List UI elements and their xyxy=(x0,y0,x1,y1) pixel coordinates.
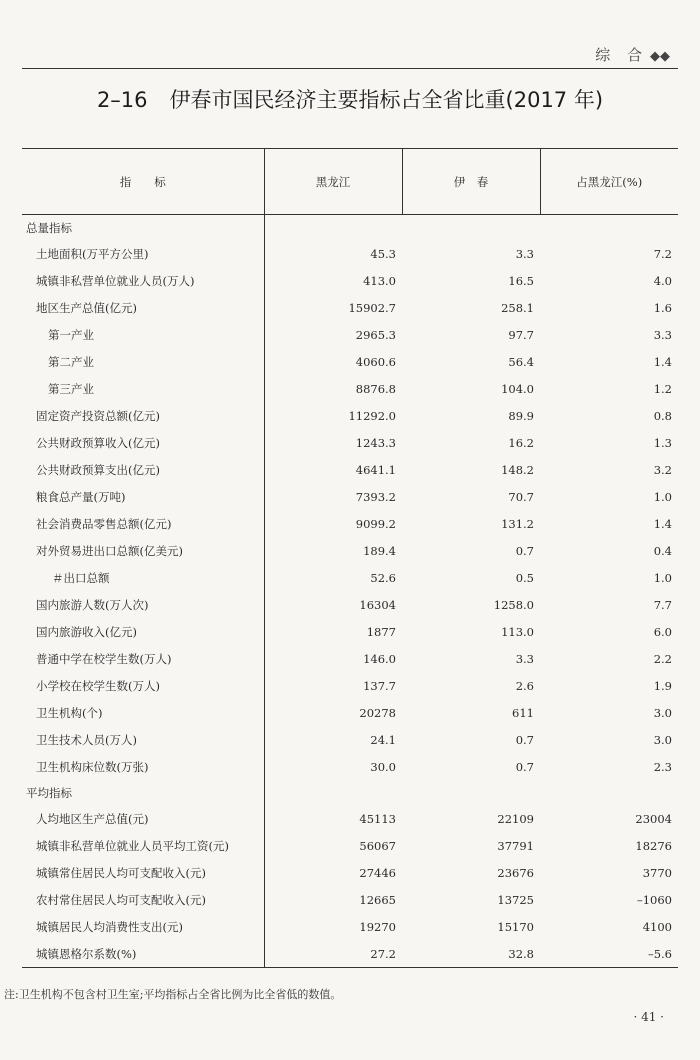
yichun-value: 16.5 xyxy=(508,273,534,288)
table-row xyxy=(22,510,678,537)
table-row xyxy=(22,940,678,968)
share-percent-value: 3770 xyxy=(642,865,672,880)
indicator-label: 地区生产总值(亿元) xyxy=(22,294,264,321)
table-row xyxy=(22,402,678,429)
share-percent-value: 6.0 xyxy=(653,624,672,639)
heilongjiang-value: 4060.6 xyxy=(355,354,396,369)
yichun-value: 131.2 xyxy=(501,516,534,531)
heilongjiang-value: 20278 xyxy=(359,705,396,720)
table-row xyxy=(22,645,678,672)
running-header xyxy=(595,44,670,65)
yichun-value: 113.0 xyxy=(501,624,534,639)
heilongjiang-value: 137.7 xyxy=(363,678,396,693)
heilongjiang-value: 56067 xyxy=(359,838,396,853)
share-percent-value: 3.0 xyxy=(653,705,672,720)
table-row xyxy=(22,240,678,267)
heilongjiang-value: 11292.0 xyxy=(348,408,396,423)
heilongjiang-value: 1243.3 xyxy=(355,435,396,450)
indicator-label: 第二产业 xyxy=(22,348,264,375)
indicator-label: 农村常住居民人均可支配收入(元) xyxy=(22,886,264,913)
section-label: 平均指标 xyxy=(22,780,264,805)
statistics-table xyxy=(22,148,678,968)
share-percent-value: 3.0 xyxy=(653,732,672,747)
table-row xyxy=(22,429,678,456)
indicator-label: 土地面积(万平方公里) xyxy=(22,240,264,267)
statistics-table-container xyxy=(22,148,678,968)
share-percent-value: 7.2 xyxy=(653,246,672,261)
table-row xyxy=(22,886,678,913)
heilongjiang-value: 8876.8 xyxy=(355,381,396,396)
share-percent-value: 1.2 xyxy=(653,381,672,396)
yichun-value: 3.3 xyxy=(515,651,534,666)
heilongjiang-value: 52.6 xyxy=(370,570,396,585)
share-percent-value: 4100 xyxy=(642,919,672,934)
table-header-row xyxy=(22,149,678,215)
table-row xyxy=(22,832,678,859)
table-title xyxy=(0,84,700,114)
yichun-value: 1258.0 xyxy=(493,597,534,612)
table-row xyxy=(22,537,678,564)
yichun-value: 3.3 xyxy=(515,246,534,261)
table-number: 2–16 xyxy=(96,88,148,112)
indicator-label: 国内旅游收入(亿元) xyxy=(22,618,264,645)
indicator-label: 卫生机构(个) xyxy=(22,699,264,726)
indicator-label: 城镇恩格尔系数(%) xyxy=(22,940,264,968)
share-percent-value: 1.4 xyxy=(653,516,672,531)
yichun-value: 104.0 xyxy=(501,381,534,396)
yichun-value: 70.7 xyxy=(508,489,534,504)
yichun-value: 611 xyxy=(512,705,534,720)
table-row xyxy=(22,699,678,726)
table-row xyxy=(22,348,678,375)
indicator-label: 公共财政预算支出(亿元) xyxy=(22,456,264,483)
diamond-ornament-icon: ◆◆ xyxy=(650,49,670,64)
heilongjiang-value: 1877 xyxy=(366,624,396,639)
yichun-value: 2.6 xyxy=(515,678,534,693)
page-number: · 41 · xyxy=(633,1010,664,1024)
yichun-value: 22109 xyxy=(497,811,534,826)
footnote: 注:卫生机构不包含村卫生室;平均指标占全省比例为比全省低的数值。 xyxy=(4,988,342,1001)
indicator-label: 社会消费品零售总额(亿元) xyxy=(22,510,264,537)
share-percent-value: 0.4 xyxy=(653,543,672,558)
yichun-value xyxy=(402,215,540,241)
yichun-value: 258.1 xyxy=(501,300,534,315)
indicator-label: 城镇居民人均消费性支出(元) xyxy=(22,913,264,940)
indicator-label: ＃出口总额 xyxy=(22,564,264,591)
indicator-label: 城镇常住居民人均可支配收入(元) xyxy=(22,859,264,886)
section-header-row xyxy=(22,780,678,805)
yichun-value: 89.9 xyxy=(508,408,534,423)
table-row xyxy=(22,564,678,591)
heilongjiang-value: 15902.7 xyxy=(348,300,396,315)
share-percent-value: 1.0 xyxy=(653,489,672,504)
share-percent-value: 0.8 xyxy=(653,408,672,423)
indicator-label: 卫生技术人员(万人) xyxy=(22,726,264,753)
table-row xyxy=(22,753,678,780)
table-row xyxy=(22,726,678,753)
table-row xyxy=(22,267,678,294)
yichun-value: 32.8 xyxy=(402,940,540,968)
heilongjiang-value: 4641.1 xyxy=(355,462,396,477)
heilongjiang-value: 12665 xyxy=(359,892,396,907)
share-percent-value: 1.9 xyxy=(653,678,672,693)
header-indicator: 指 标 xyxy=(22,149,264,215)
indicator-label: 第三产业 xyxy=(22,375,264,402)
heilongjiang-value: 146.0 xyxy=(363,651,396,666)
share-percent-value: 4.0 xyxy=(653,273,672,288)
heilongjiang-value: 27.2 xyxy=(264,940,402,968)
heilongjiang-value: 9099.2 xyxy=(355,516,396,531)
yichun-value: 97.7 xyxy=(508,327,534,342)
table-row xyxy=(22,294,678,321)
section-header-row xyxy=(22,215,678,241)
share-percent-value: 3.3 xyxy=(653,327,672,342)
share-percent-value: 1.0 xyxy=(653,570,672,585)
share-percent-value: 1.6 xyxy=(653,300,672,315)
heilongjiang-value xyxy=(264,780,402,805)
table-row xyxy=(22,672,678,699)
share-percent-value: 3.2 xyxy=(653,462,672,477)
share-percent-value xyxy=(540,215,678,241)
share-percent-value xyxy=(540,780,678,805)
indicator-label: 第一产业 xyxy=(22,321,264,348)
heilongjiang-value: 24.1 xyxy=(370,732,396,747)
share-percent-value: –1060 xyxy=(636,892,672,907)
table-row xyxy=(22,618,678,645)
yichun-value: 0.7 xyxy=(515,732,534,747)
share-percent-value: 1.3 xyxy=(653,435,672,450)
indicator-label: 国内旅游人数(万人次) xyxy=(22,591,264,618)
yichun-value: 23676 xyxy=(497,865,534,880)
indicator-label: 小学校在校学生数(万人) xyxy=(22,672,264,699)
indicator-label: 城镇非私营单位就业人员平均工资(元) xyxy=(22,832,264,859)
share-percent-value: 18276 xyxy=(635,838,672,853)
heilongjiang-value: 45.3 xyxy=(370,246,396,261)
share-percent-value: 23004 xyxy=(635,811,672,826)
heilongjiang-value: 16304 xyxy=(359,597,396,612)
table-row xyxy=(22,805,678,832)
indicator-label: 固定资产投资总额(亿元) xyxy=(22,402,264,429)
header-share-percent: 占黑龙江(%) xyxy=(540,149,678,215)
yichun-value: 13725 xyxy=(497,892,534,907)
heilongjiang-value: 45113 xyxy=(359,811,396,826)
table-row xyxy=(22,913,678,940)
yichun-value: 0.7 xyxy=(515,759,534,774)
indicator-label: 粮食总产量(万吨) xyxy=(22,483,264,510)
heilongjiang-value: 30.0 xyxy=(370,759,396,774)
yichun-value: 56.4 xyxy=(508,354,534,369)
header-rule xyxy=(22,68,678,69)
yichun-value: 37791 xyxy=(497,838,534,853)
yichun-value: 15170 xyxy=(497,919,534,934)
indicator-label: 普通中学在校学生数(万人) xyxy=(22,645,264,672)
heilongjiang-value: 27446 xyxy=(359,865,396,880)
header-yichun: 伊 春 xyxy=(402,149,540,215)
indicator-label: 卫生机构床位数(万张) xyxy=(22,753,264,780)
table-row xyxy=(22,483,678,510)
share-percent-value: –5.6 xyxy=(540,940,678,968)
yichun-value: 16.2 xyxy=(508,435,534,450)
share-percent-value: 7.7 xyxy=(653,597,672,612)
yichun-value: 148.2 xyxy=(501,462,534,477)
heilongjiang-value: 19270 xyxy=(359,919,396,934)
heilongjiang-value: 189.4 xyxy=(363,543,396,558)
yichun-value: 0.5 xyxy=(515,570,534,585)
heilongjiang-value: 2965.3 xyxy=(355,327,396,342)
table-body xyxy=(22,215,678,968)
indicator-label: 公共财政预算收入(亿元) xyxy=(22,429,264,456)
section-label: 综 合 xyxy=(595,46,648,64)
heilongjiang-value: 413.0 xyxy=(363,273,396,288)
header-heilongjiang: 黑龙江 xyxy=(264,149,402,215)
section-label: 总量指标 xyxy=(22,215,264,241)
table-row xyxy=(22,321,678,348)
share-percent-value: 1.4 xyxy=(653,354,672,369)
table-row xyxy=(22,375,678,402)
indicator-label: 城镇非私营单位就业人员(万人) xyxy=(22,267,264,294)
indicator-label: 对外贸易进出口总额(亿美元) xyxy=(22,537,264,564)
indicator-label: 人均地区生产总值(元) xyxy=(22,805,264,832)
share-percent-value: 2.2 xyxy=(653,651,672,666)
yichun-value xyxy=(402,780,540,805)
heilongjiang-value xyxy=(264,215,402,241)
table-row xyxy=(22,591,678,618)
share-percent-value: 2.3 xyxy=(653,759,672,774)
yichun-value: 0.7 xyxy=(515,543,534,558)
table-title-text: 伊春市国民经济主要指标占全省比重(2017 年) xyxy=(169,88,604,112)
heilongjiang-value: 7393.2 xyxy=(355,489,396,504)
table-row xyxy=(22,859,678,886)
table-row xyxy=(22,456,678,483)
